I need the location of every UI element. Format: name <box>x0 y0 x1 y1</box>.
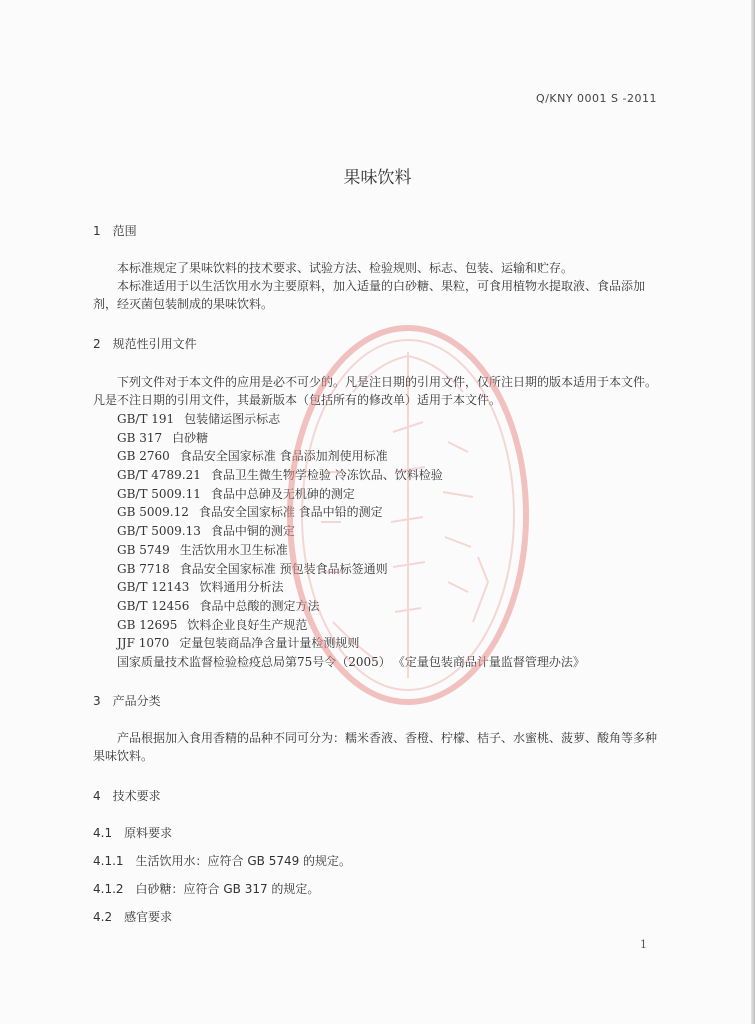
reference-item <box>117 541 677 560</box>
paragraph-text: 本标准适用于以生活饮用水为主要原料，加入适量的白砂糖、果粒，可食用植物水提取液、食品添加剂，经灭菌包装制成的果味饮料。 <box>93 279 646 311</box>
reference-title: 《定量包装商品计量监督管理办法》 <box>392 654 585 669</box>
reference-item <box>117 429 677 448</box>
reference-title: 食品安全国家标准 食品中铅的测定 <box>198 505 383 520</box>
reference-code: GB/T 5009.13 <box>117 524 201 539</box>
reference-item <box>117 560 677 579</box>
classification-paragraph <box>93 729 663 765</box>
reference-title: 食品中总酸的测定方法 <box>199 598 320 613</box>
section-4-heading <box>93 787 161 804</box>
reference-title: 食品卫生微生物学检验 冷冻饮品、饮料检验 <box>210 468 443 483</box>
reference-title: 食品中总砷及无机砷的测定 <box>210 486 355 501</box>
section-number: 4.2 <box>93 910 113 924</box>
reference-item <box>117 503 677 522</box>
section-number: 4 <box>93 789 101 803</box>
reference-item <box>117 634 677 653</box>
reference-code: GB/T 5009.11 <box>117 486 201 501</box>
section-title: 感官要求 <box>124 910 173 924</box>
page-number: 1 <box>640 938 647 951</box>
reference-title: 食品中铜的测定 <box>210 524 295 539</box>
reference-item <box>117 447 677 466</box>
section-title: 技术要求 <box>112 789 161 803</box>
scope-paragraph-1 <box>93 259 663 277</box>
reference-title: 生活饮用水卫生标准 <box>179 542 288 557</box>
reference-item <box>117 485 677 504</box>
section-2-heading <box>93 335 197 352</box>
reference-item <box>117 466 677 485</box>
page-edge <box>751 0 755 1024</box>
section-1-heading <box>93 222 137 239</box>
reference-title: 白砂糖 <box>172 430 209 445</box>
reference-title: 饮料企业良好生产规范 <box>187 617 308 632</box>
references-intro <box>93 373 663 409</box>
reference-code: JJF 1070 <box>117 636 170 651</box>
section-title: 范围 <box>112 224 137 238</box>
section-4-1-heading <box>93 824 172 841</box>
reference-title: 饮料通用分析法 <box>199 580 284 595</box>
section-title: 产品分类 <box>112 694 161 708</box>
reference-code: GB 5749 <box>117 542 170 557</box>
document-title: 果味饮料 <box>343 168 412 188</box>
reference-code: GB 2760 <box>117 449 170 464</box>
reference-item <box>117 410 677 429</box>
reference-title: 食品安全国家标准 预包装食品标签通则 <box>179 561 388 576</box>
reference-item <box>117 578 677 597</box>
section-3-heading <box>93 692 161 709</box>
section-number: 3 <box>93 694 101 708</box>
reference-code: GB/T 191 <box>117 412 175 426</box>
section-4-2-heading <box>93 908 172 925</box>
section-number: 4.1.1 <box>93 854 124 868</box>
reference-title: 包装储运图示标志 <box>184 412 281 426</box>
section-number: 4.1 <box>93 826 113 840</box>
paragraph-text: 产品根据加入食用香精的品种不同可分为：糯米香液、香橙、柠檬、桔子、水蜜桃、菠萝、酸角等多种果味饮料。 <box>93 731 658 763</box>
reference-code: GB 5009.12 <box>117 505 189 520</box>
reference-item <box>117 597 677 616</box>
section-4-1-2 <box>93 880 319 897</box>
reference-code: GB 12695 <box>117 617 178 632</box>
reference-code: 国家质量技术监督检验检疫总局第75号令（2005） <box>117 654 391 669</box>
reference-item <box>117 522 677 541</box>
reference-code: GB 317 <box>117 430 163 445</box>
paragraph-text: 本标准规定了果味饮料的技术要求、试验方法、检验规则、标志、包装、运输和贮存。 <box>117 261 574 275</box>
reference-title: 食品安全国家标准 食品添加剂使用标准 <box>179 449 388 464</box>
clause-text: 白砂糖：应符合 GB 317 的规定。 <box>135 882 320 896</box>
section-title: 规范性引用文件 <box>112 337 197 351</box>
reference-code: GB/T 4789.21 <box>117 468 201 483</box>
reference-title: 定量包装商品净含量计量检测规则 <box>179 636 360 651</box>
document-code: Q/KNY 0001 S -2011 <box>536 92 657 105</box>
reference-code: GB 7718 <box>117 561 170 576</box>
reference-code: GB/T 12143 <box>117 580 190 595</box>
reference-item <box>117 616 677 635</box>
section-number: 2 <box>93 337 101 351</box>
section-4-1-1 <box>93 852 351 869</box>
section-number: 4.1.2 <box>93 882 124 896</box>
reference-list <box>117 410 677 672</box>
section-title: 原料要求 <box>124 826 173 840</box>
reference-code: GB/T 12456 <box>117 598 190 613</box>
reference-item <box>117 653 677 672</box>
clause-text: 生活饮用水：应符合 GB 5749 的规定。 <box>135 854 352 868</box>
section-number: 1 <box>93 224 101 238</box>
paragraph-text: 下列文件对于本文件的应用是必不可少的。凡是注日期的引用文件，仅所注日期的版本适用于本文件。凡是不注日期的引用文件，其最新版本（包括所有的修改单）适用于本文件。 <box>93 375 658 407</box>
scope-paragraph-2 <box>93 277 663 313</box>
